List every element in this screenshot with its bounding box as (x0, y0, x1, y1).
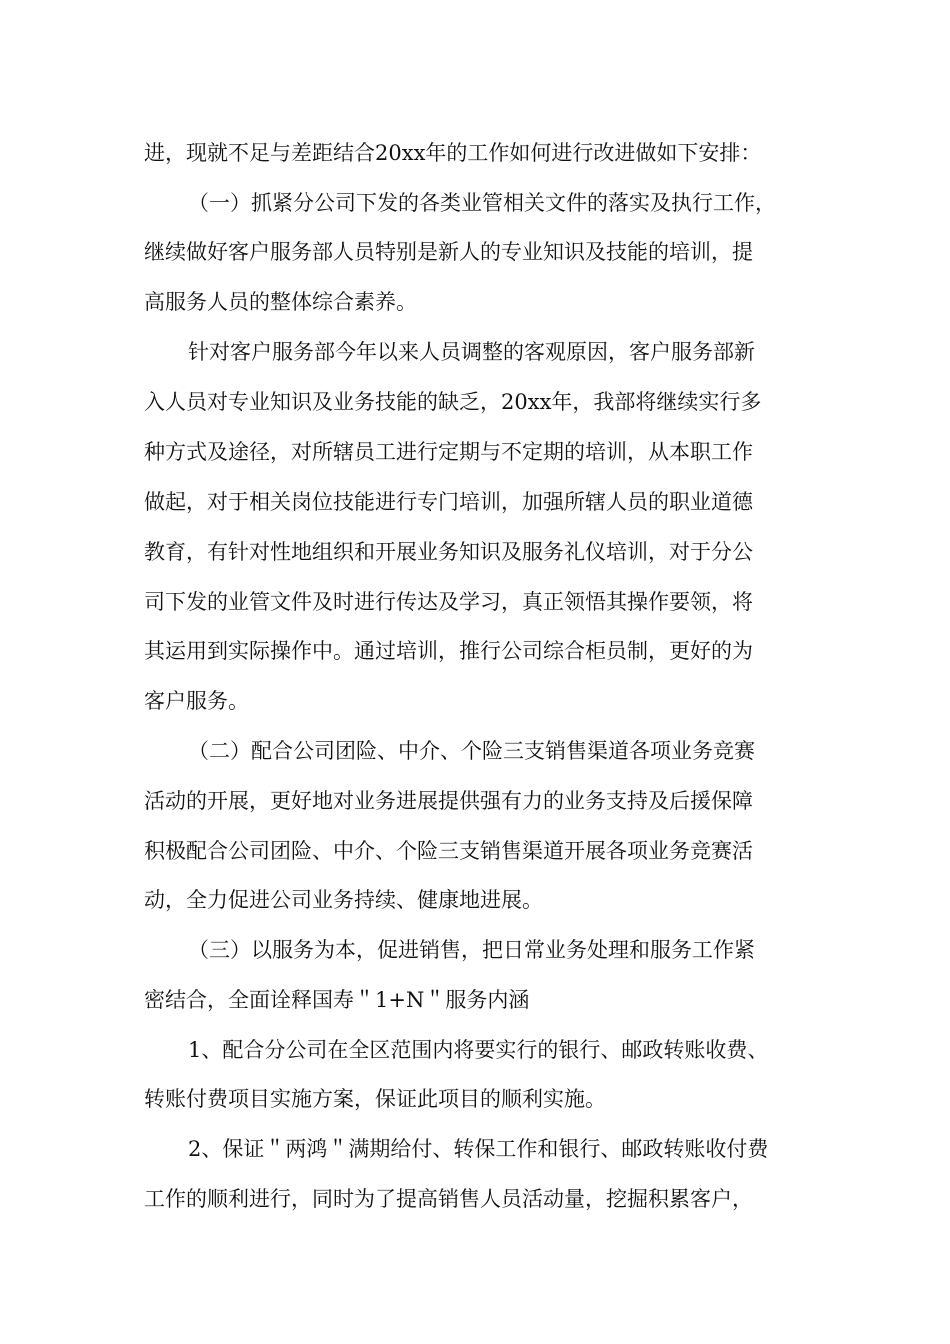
text-line: 1、配合分公司在全区范围内将要实行的银行、邮政转账收费、 (188, 1038, 769, 1062)
text-line: 司下发的业管文件及时进行传达及学习，真正领悟其操作要领，将 (144, 590, 753, 614)
text-line: 2、保证＂两鸿＂满期给付、转保工作和银行、邮政转账收付费 (188, 1137, 769, 1161)
text-line: 工作的顺利进行，同时为了提高销售人员活动量，挖掘积累客户， (144, 1187, 753, 1211)
text-line: 入人员对专业知识及业务技能的缺乏，20xx年，我部将继续实行多 (144, 390, 762, 414)
text-line: 动，全力促进公司业务持续、健康地进展。 (144, 888, 543, 912)
text-line: 积极配合公司团险、中介、个险三支销售渠道开展各项业务竞赛活 (144, 839, 753, 863)
text-line: 客户服务。 (144, 689, 249, 713)
text-line: （二）配合公司团险、中介、个险三支销售渠道各项业务竞赛 (188, 739, 755, 763)
text-line: （三）以服务为本，促进销售，把日常业务处理和服务工作紧 (188, 938, 755, 962)
text-line: 活动的开展，更好地对业务进展提供强有力的业务支持及后援保障 (144, 789, 753, 813)
text-line: 其运用到实际操作中。通过培训，推行公司综合柜员制，更好的为 (144, 639, 753, 663)
text-line: （一）抓紧分公司下发的各类业管相关文件的落实及执行工作， (188, 191, 776, 215)
text-line: 种方式及途径，对所辖员工进行定期与不定期的培训，从本职工作 (144, 440, 753, 464)
text-line: 转账付费项目实施方案，保证此项目的顺利实施。 (144, 1087, 606, 1111)
text-line: 进，现就不足与差距结合20xx年的工作如何进行改进做如下安排： (144, 141, 762, 165)
text-line: 继续做好客户服务部人员特别是新人的专业知识及技能的培训，提 (144, 240, 753, 264)
text-line: 针对客户服务部今年以来人员调整的客观原因，客户服务部新 (188, 340, 755, 364)
text-line: 做起，对于相关岗位技能进行专门培训，加强所辖人员的职业道德 (144, 490, 753, 514)
text-line: 教育，有针对性地组织和开展业务知识及服务礼仪培训，对于分公 (144, 540, 753, 564)
text-line: 高服务人员的整体综合素养。 (144, 290, 417, 314)
text-line: 密结合，全面诠释国寿＂1+N＂服务内涵 (144, 988, 530, 1012)
